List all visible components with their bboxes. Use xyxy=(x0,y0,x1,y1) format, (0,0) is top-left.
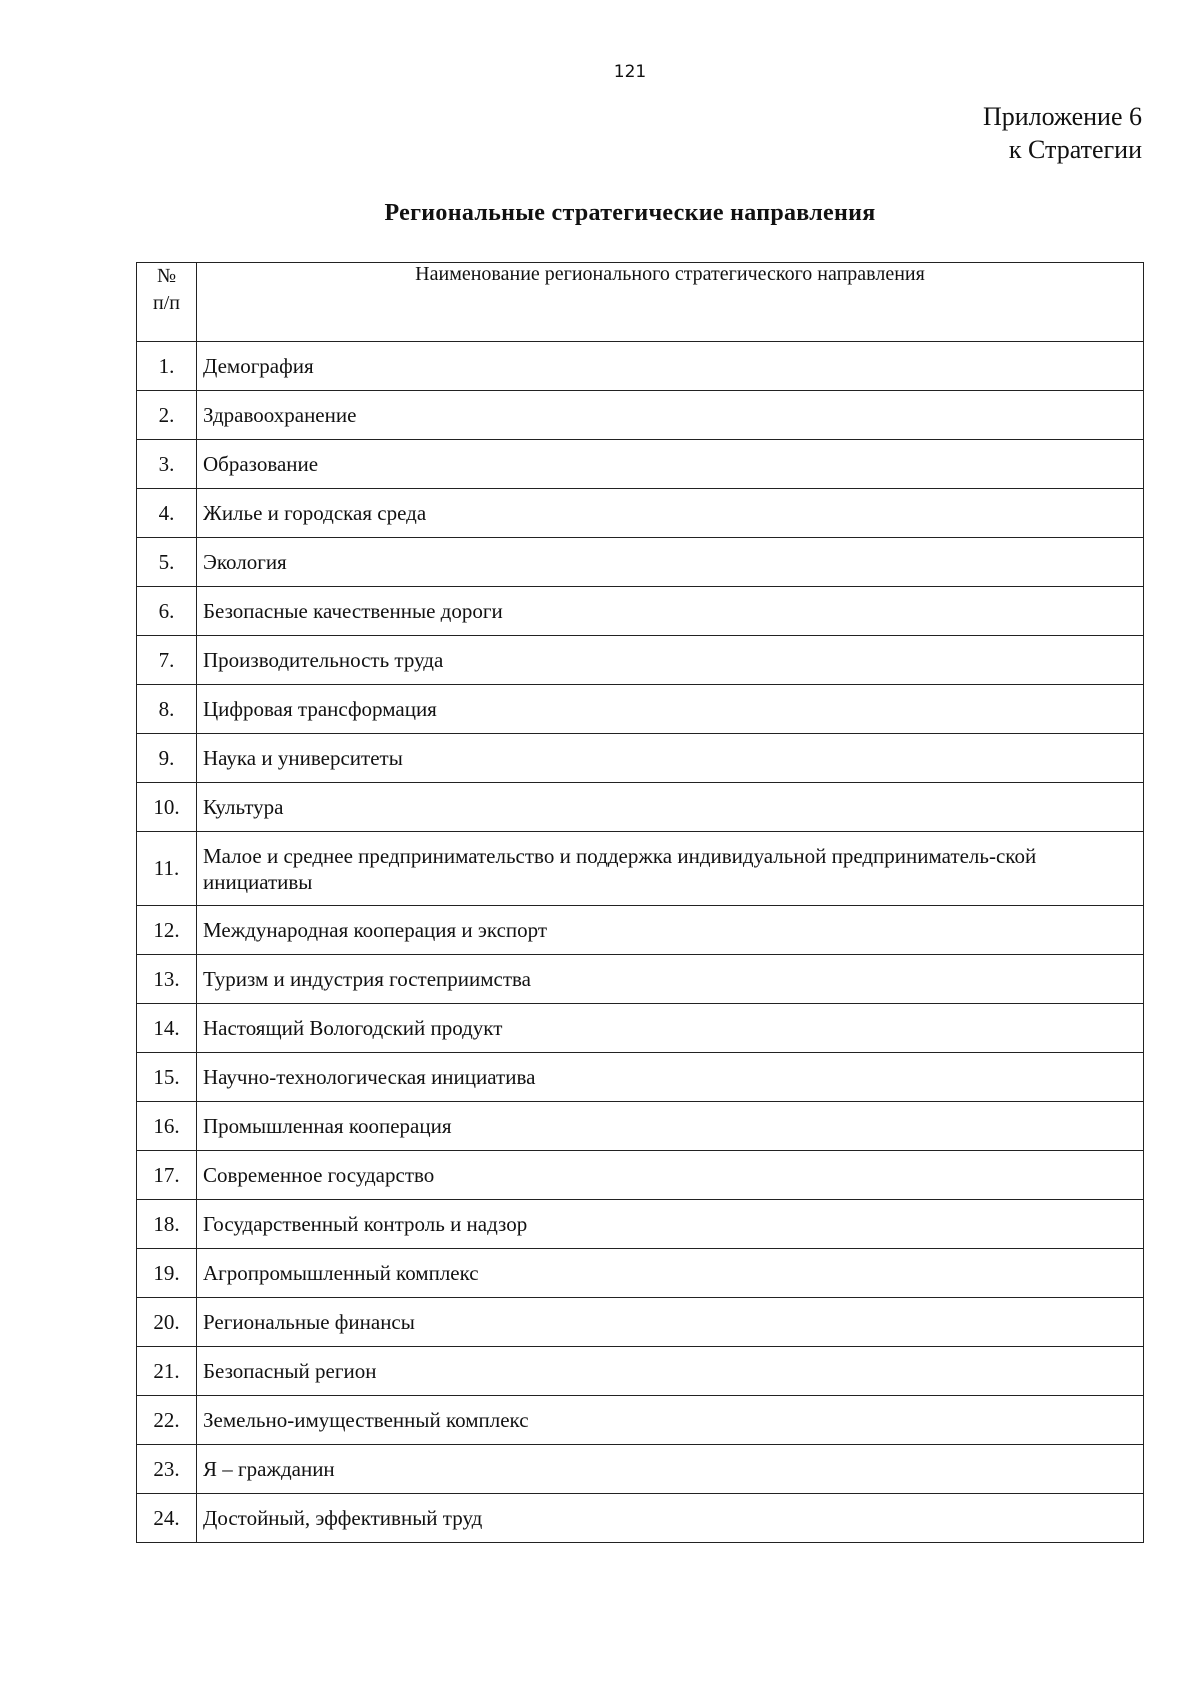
table-row xyxy=(137,391,1144,440)
row-number: 13. xyxy=(137,955,197,1004)
row-number: 14. xyxy=(137,1004,197,1053)
row-number: 17. xyxy=(137,1151,197,1200)
column-header-name: Наименование регионального стратегического направления xyxy=(197,263,1144,342)
document-title: Региональные стратегические направления xyxy=(384,200,876,226)
row-direction-name: Научно-технологическая инициатива xyxy=(197,1053,1144,1102)
row-number: 22. xyxy=(137,1396,197,1445)
table-row xyxy=(137,1494,1144,1543)
row-direction-name: Международная кооперация и экспорт xyxy=(197,906,1144,955)
appendix-line-1: Приложение 6 xyxy=(982,102,1142,131)
directions-table xyxy=(136,262,1144,1543)
table-row xyxy=(137,489,1144,538)
row-direction-name: Культура xyxy=(197,783,1144,832)
row-number: 16. xyxy=(137,1102,197,1151)
row-direction-name: Настоящий Вологодский продукт xyxy=(197,1004,1144,1053)
table-row xyxy=(137,685,1144,734)
row-number: 24. xyxy=(137,1494,197,1543)
row-number: 19. xyxy=(137,1249,197,1298)
row-number: 18. xyxy=(137,1200,197,1249)
table-row xyxy=(137,342,1144,391)
row-direction-name: Региональные финансы xyxy=(197,1298,1144,1347)
row-number: 21. xyxy=(137,1347,197,1396)
row-direction-name: Образование xyxy=(197,440,1144,489)
table-row xyxy=(137,1347,1144,1396)
table-body xyxy=(137,342,1144,1543)
row-number: 8. xyxy=(137,685,197,734)
row-number: 12. xyxy=(137,906,197,955)
row-direction-name: Безопасные качественные дороги xyxy=(197,587,1144,636)
row-direction-name: Современное государство xyxy=(197,1151,1144,1200)
table-row xyxy=(137,440,1144,489)
row-number: 9. xyxy=(137,734,197,783)
row-direction-name: Здравоохранение xyxy=(197,391,1144,440)
scan-artifacts xyxy=(0,1688,1200,1697)
column-header-number xyxy=(137,263,197,342)
table-row xyxy=(137,1151,1144,1200)
row-direction-name: Цифровая трансформация xyxy=(197,685,1144,734)
page-number: 121 xyxy=(613,62,647,82)
appendix-note xyxy=(983,100,1142,166)
table-row xyxy=(137,906,1144,955)
table-row xyxy=(137,832,1144,906)
appendix-line-2: к Стратегии xyxy=(1008,135,1142,164)
table-row xyxy=(137,587,1144,636)
table-row xyxy=(137,1298,1144,1347)
table-row xyxy=(137,1053,1144,1102)
row-direction-name: Жилье и городская среда xyxy=(197,489,1144,538)
row-direction-name: Производительность труда xyxy=(197,636,1144,685)
row-direction-name: Наука и университеты xyxy=(197,734,1144,783)
row-direction-name: Я – гражданин xyxy=(197,1445,1144,1494)
row-number: 1. xyxy=(137,342,197,391)
row-direction-name: Туризм и индустрия гостеприимства xyxy=(197,955,1144,1004)
table-row xyxy=(137,1004,1144,1053)
row-number: 3. xyxy=(137,440,197,489)
table-row xyxy=(137,955,1144,1004)
row-number: 6. xyxy=(137,587,197,636)
table-row xyxy=(137,1102,1144,1151)
table-header-row xyxy=(137,263,1144,342)
row-number: 20. xyxy=(137,1298,197,1347)
row-direction-name: Экология xyxy=(197,538,1144,587)
table-row xyxy=(137,1200,1144,1249)
row-number: 2. xyxy=(137,391,197,440)
row-direction-name: Безопасный регион xyxy=(197,1347,1144,1396)
row-number: 11. xyxy=(137,832,197,906)
row-direction-name: Государственный контроль и надзор xyxy=(197,1200,1144,1249)
row-number: 4. xyxy=(137,489,197,538)
column-header-number-line-1: № xyxy=(156,265,177,287)
row-direction-name: Агропромышленный комплекс xyxy=(197,1249,1144,1298)
table-row xyxy=(137,783,1144,832)
row-direction-name: Достойный, эффективный труд xyxy=(197,1494,1144,1543)
row-direction-name: Малое и среднее предпринимательство и поддержка индивидуальной предприниматель-ской инициативы xyxy=(197,832,1144,906)
row-direction-name: Земельно-имущественный комплекс xyxy=(197,1396,1144,1445)
table-row xyxy=(137,1249,1144,1298)
row-number: 5. xyxy=(137,538,197,587)
table-row xyxy=(137,538,1144,587)
table-row xyxy=(137,636,1144,685)
table-row xyxy=(137,1396,1144,1445)
table-row xyxy=(137,734,1144,783)
row-number: 7. xyxy=(137,636,197,685)
table-row xyxy=(137,1445,1144,1494)
row-direction-name: Промышленная кооперация xyxy=(197,1102,1144,1151)
column-header-number-line-2: п/п xyxy=(153,292,180,314)
row-number: 23. xyxy=(137,1445,197,1494)
row-direction-name: Демография xyxy=(197,342,1144,391)
row-number: 15. xyxy=(137,1053,197,1102)
row-number: 10. xyxy=(137,783,197,832)
